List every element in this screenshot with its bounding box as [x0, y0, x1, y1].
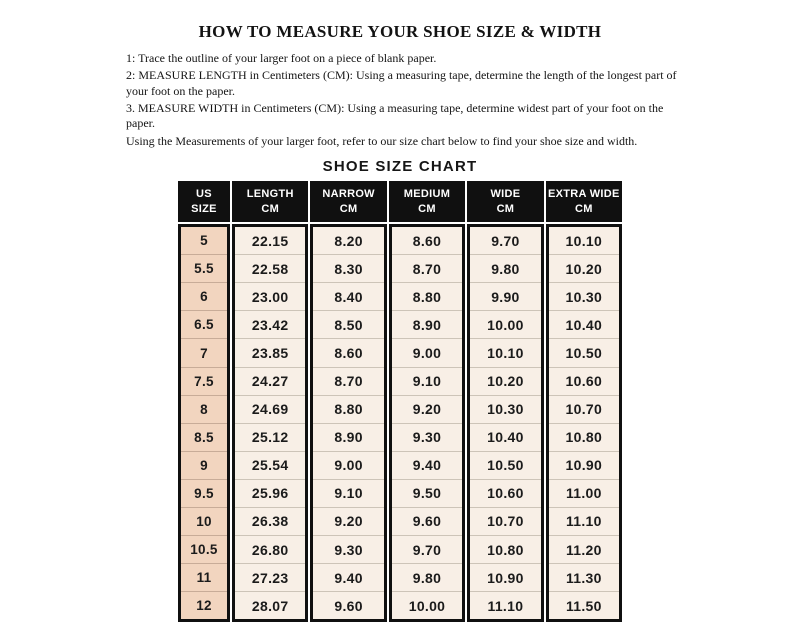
measurement-cell: 24.69: [235, 395, 305, 423]
measurement-cell: 10.20: [549, 254, 619, 282]
measurement-cell: 11.10: [549, 507, 619, 535]
measurement-cell: 9.30: [392, 423, 462, 451]
table-column-narrow-cm: [310, 181, 386, 622]
us-size-cell: 8: [181, 395, 227, 423]
measurement-cell: 10.60: [549, 367, 619, 395]
column-header-line: LENGTH: [246, 188, 294, 201]
measurement-cell: 9.60: [392, 507, 462, 535]
table-column-length-cm: [232, 181, 308, 622]
measurement-cell: 10.40: [549, 310, 619, 338]
column-header-line: CM: [339, 202, 358, 215]
measurement-cell: 8.70: [392, 254, 462, 282]
measurement-cell: 11.50: [549, 591, 619, 619]
column-body: [310, 224, 386, 622]
measurement-cell: 9.80: [470, 254, 540, 282]
measurement-cell: 28.07: [235, 591, 305, 619]
column-body: [232, 224, 308, 622]
us-size-cell: 7.5: [181, 367, 227, 395]
measurement-cell: 10.80: [470, 535, 540, 563]
column-header: [467, 181, 543, 222]
measurement-cell: 9.20: [313, 507, 383, 535]
page-title: HOW TO MEASURE YOUR SHOE SIZE & WIDTH: [198, 22, 602, 41]
us-size-cell: 6: [181, 282, 227, 310]
column-body: [467, 224, 543, 622]
us-size-cell: 12: [181, 591, 227, 619]
measurement-cell: 8.90: [392, 310, 462, 338]
measurement-cell: 9.70: [491, 232, 520, 249]
measurement-cell: 9.90: [470, 282, 540, 310]
measurement-cell: 9.00: [392, 338, 462, 366]
measurement-cell: 8.50: [313, 310, 383, 338]
measurement-cell: 10.10: [470, 338, 540, 366]
measurement-cell: 24.27: [235, 367, 305, 395]
measurement-cell: 10.00: [470, 310, 540, 338]
measurement-cell: 9.30: [313, 535, 383, 563]
shoe-size-table: [178, 181, 622, 622]
measurement-cell: 10.70: [549, 395, 619, 423]
measurement-cell: 8.70: [313, 367, 383, 395]
instruction-note: Using the Measurements of your larger foot, refer to our size chart below to find your shoe size and width.: [126, 133, 638, 148]
us-size-cell: 5.5: [181, 254, 227, 282]
measurement-cell: 8.60: [313, 338, 383, 366]
column-header-line: CM: [261, 202, 280, 215]
column-header: [546, 181, 622, 222]
column-header: [389, 181, 465, 222]
measurement-cell: 26.38: [235, 507, 305, 535]
column-header-line: CM: [418, 202, 436, 215]
instruction-step-2: 2: MEASURE LENGTH in Centimeters (CM): Using a measuring tape, determine the length of the longest part of your foot on the paper.: [126, 68, 677, 98]
measurement-cell: 23.00: [235, 282, 305, 310]
measurement-cell: 11.20: [549, 535, 619, 563]
measurement-cell: 8.80: [313, 395, 383, 423]
column-header-line: NARROW: [322, 188, 375, 201]
us-size-cell: 6.5: [181, 310, 227, 338]
measurement-cell: 8.20: [334, 232, 363, 249]
measurement-cell: 27.23: [235, 563, 305, 591]
table-column-medium-cm: [389, 181, 465, 622]
measurement-cell: 26.80: [235, 535, 305, 563]
measurement-cell: 9.60: [313, 591, 383, 619]
column-header-line: CM: [496, 202, 515, 215]
us-size-cell: 8.5: [181, 423, 227, 451]
measurement-cell: 10.90: [470, 563, 540, 591]
measurement-cell: 9.80: [392, 563, 462, 591]
measurement-cell: 11.10: [470, 591, 540, 619]
column-header-line: EXTRA WIDE: [548, 188, 620, 201]
table-column-us-size: [178, 181, 230, 622]
measurement-cell: 25.96: [235, 479, 305, 507]
measurement-cell: 11.00: [549, 479, 619, 507]
measurement-cell: 9.20: [392, 395, 462, 423]
measurement-cell: 10.10: [565, 232, 603, 249]
column-header: [310, 181, 386, 222]
instruction-step-1: 1: Trace the outline of your larger foot on a piece of blank paper.: [126, 51, 437, 65]
measurement-cell: 22.58: [235, 254, 305, 282]
measurement-cell: 9.70: [392, 535, 462, 563]
measurement-cell: 9.40: [313, 563, 383, 591]
measurement-cell: 23.42: [235, 310, 305, 338]
measurement-cell: 23.85: [235, 338, 305, 366]
measurement-cell: 9.10: [313, 479, 383, 507]
measurement-cell: 10.90: [549, 451, 619, 479]
column-header-line: SIZE: [191, 202, 217, 215]
measurement-cell: 10.70: [470, 507, 540, 535]
column-header-line: WIDE: [490, 188, 521, 201]
table-column-wide-cm: [467, 181, 543, 622]
instructions: [126, 51, 682, 149]
column-header-line: MEDIUM: [403, 188, 451, 201]
column-body: [546, 224, 622, 622]
us-size-cell: 10.5: [181, 535, 227, 563]
measurement-cell: 25.54: [235, 451, 305, 479]
chart-heading: SHOE SIZE CHART: [322, 158, 478, 176]
column-body: [178, 224, 230, 622]
measurement-cell: 9.00: [313, 451, 383, 479]
column-header-line: CM: [574, 202, 593, 215]
column-header: [232, 181, 308, 222]
column-body: [389, 224, 465, 622]
us-size-cell: 9.5: [181, 479, 227, 507]
measurement-cell: 22.15: [251, 232, 289, 249]
measurement-cell: 9.50: [392, 479, 462, 507]
measurement-cell: 8.60: [412, 232, 442, 249]
measurement-cell: 10.40: [470, 423, 540, 451]
measurement-cell: 9.10: [392, 367, 462, 395]
table-column-extra-wide-cm: [546, 181, 622, 622]
us-size-cell: 9: [181, 451, 227, 479]
measurement-cell: 10.80: [549, 423, 619, 451]
measurement-cell: 9.40: [392, 451, 462, 479]
column-header: [178, 181, 230, 222]
measurement-cell: 8.30: [313, 254, 383, 282]
measurement-cell: 8.90: [313, 423, 383, 451]
us-size-cell: 7: [181, 338, 227, 366]
us-size-cell: 11: [181, 563, 227, 591]
us-size-cell: 5: [200, 233, 208, 249]
measurement-cell: 10.20: [470, 367, 540, 395]
measurement-cell: 10.50: [470, 451, 540, 479]
measurement-cell: 8.40: [313, 282, 383, 310]
measurement-cell: 8.80: [392, 282, 462, 310]
measurement-cell: 10.30: [470, 395, 540, 423]
measurement-cell: 10.50: [549, 338, 619, 366]
measurement-cell: 10.60: [470, 479, 540, 507]
measurement-cell: 25.12: [235, 423, 305, 451]
measurement-cell: 10.30: [549, 282, 619, 310]
measurement-cell: 11.30: [549, 563, 619, 591]
measurement-cell: 10.00: [392, 591, 462, 619]
us-size-cell: 10: [181, 507, 227, 535]
column-header-line: US: [196, 188, 212, 201]
instruction-step-3: 3. MEASURE WIDTH in Centimeters (CM): Using a measuring tape, determine widest part of your foot on the paper.: [126, 101, 664, 131]
